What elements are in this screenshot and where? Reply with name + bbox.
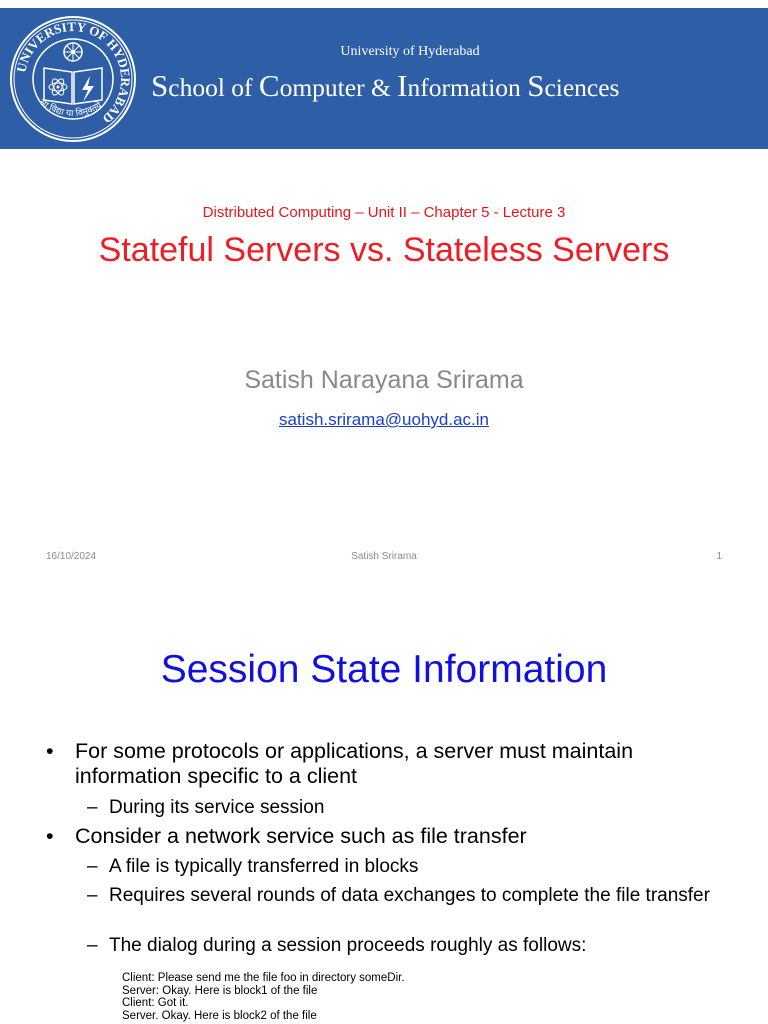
university-name: University of Hyderabad [340,44,480,59]
slide-title: Session State Information [160,648,608,691]
author-name: Satish Narayana Srirama [244,366,524,394]
svg-text:सा विद्या या विमुक्तये: सा विद्या या विमुक्तये [37,97,104,120]
bullet-dot-icon: • [46,824,54,848]
dash-icon: – [87,885,98,906]
dialog-line: Client: Got it. [122,997,189,1009]
university-seal-logo [10,16,136,142]
school-name: School of Computer & Information Sciences [151,68,620,103]
dialog-line: Client: Please send me the file foo in directory someDir. [122,972,405,984]
header-banner [0,8,768,149]
slide-title: Stateful Servers vs. Stateless Servers [98,231,670,269]
dialog-line: Server. Okay. Here is block2 of the file [122,1009,317,1022]
content-slide: Session State Information • For some protocols or applications, a server must maintain information specific to a client – During its service session • Consider a network service such as file transfer – A file is typically transferred in blocks – Requires several rounds of data exchanges to complete the file transfer – The dialog during a session proceeds roughly as follows: Client: Please send me the file foo in directory someDir. Server: Okay. Here is block1 of the file Client: Got it. Server. Okay. Here is block2 of the file [0,600,768,1024]
footer-page-number: 1 [716,551,722,562]
author-email [0,410,768,430]
email-link[interactable]: satish.srirama@uohyd.ac.in [278,410,489,429]
svg-text:UNIVERSITY OF HYDERABAD: UNIVERSITY OF HYDERABAD [13,18,134,127]
session-dialog [122,972,405,1022]
bullet-dot-icon: • [46,739,54,763]
footer-date: 16/10/2024 [46,551,97,562]
course-subtitle: Distributed Computing – Unit II – Chapter 5 - Lecture 3 [202,204,566,221]
dash-icon: – [87,856,98,877]
dash-icon: – [87,935,98,956]
footer-name: Satish Srirama [351,551,417,562]
slide-gap [0,576,768,600]
dialog-line: Server: Okay. Here is block1 of the file [122,984,318,997]
dash-icon: – [87,797,98,818]
